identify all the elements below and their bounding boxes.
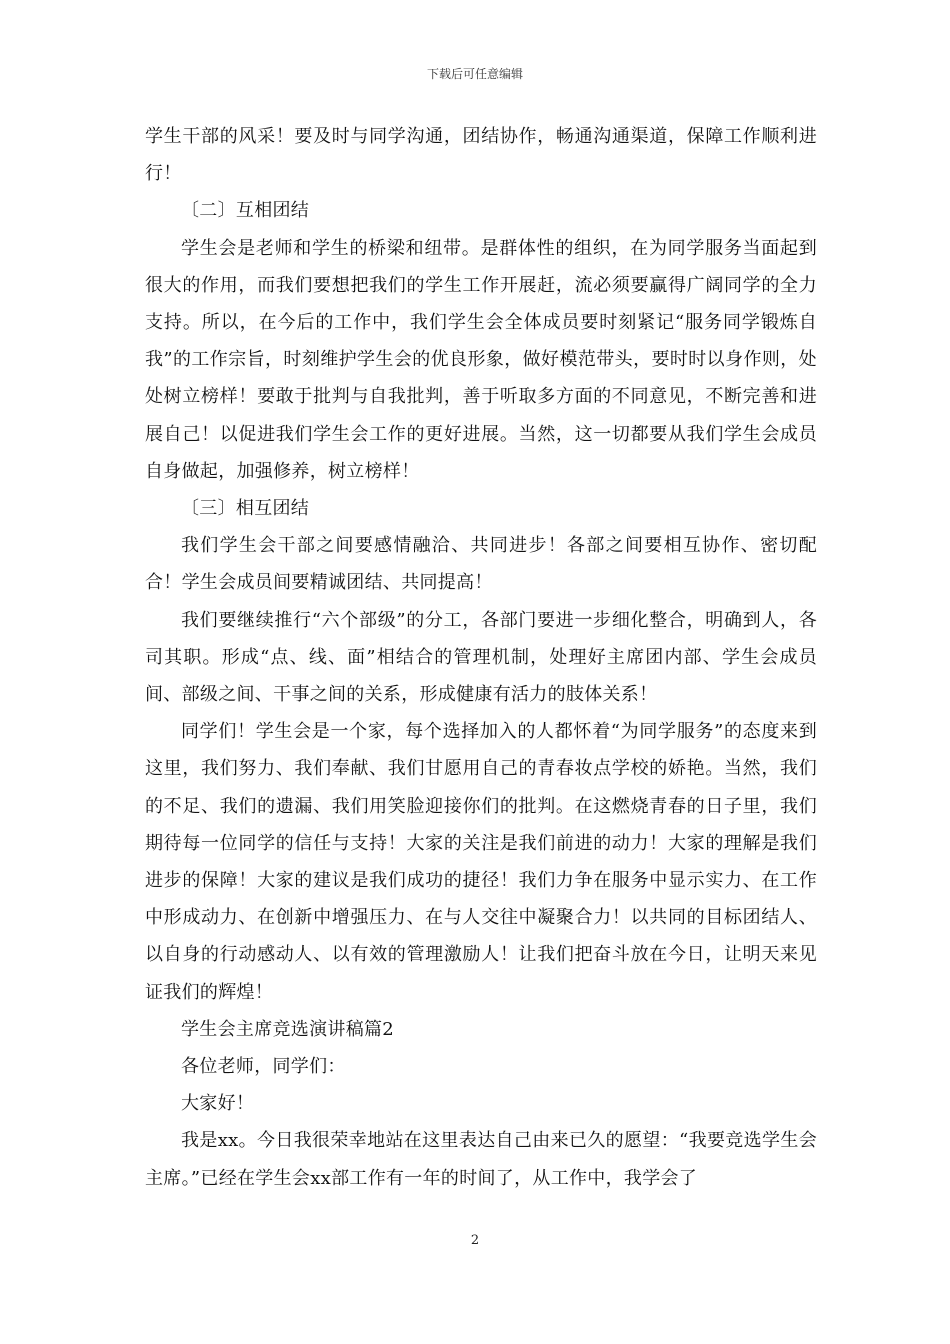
paragraph: 学生会是老师和学生的桥梁和纽带。是群体性的组织，在为同学服务当面起到很大的作用，而我们要想把我们的学生工作开展赶，流必须要赢得广阔同学的全力支持。所以，在今后的工作中，我们学生会全体成员要时刻紧记“服务同学锻炼自我”的工作宗旨，时刻维护学生会的优良形象，做好模范带头，要时时以身作则，处处树立榜样！要敢于批判与自我批判，善于听取多方面的不同意见，不断完善和进展自己！以促进我们学生会工作的更好进展。当然，这一切都要从我们学生会成员自身做起，加强修养，树立榜样！ xyxy=(145,237,817,482)
article-title: 学生会主席竞选演讲稿篇2 xyxy=(181,1018,395,1040)
paragraph: 学生干部的风采！要及时与同学沟通，团结协作，畅通沟通渠道，保障工作顺利进行！ xyxy=(145,126,817,185)
paragraph: 同学们！学生会是一个家，每个选择加入的人都怀着“为同学服务”的态度来到这里，我们努力、我们奉献、我们甘愿用自己的青春妆点学校的娇艳。当然，我们的不足、我们的遗漏、我们用笑脸迎接你们的批判。在这燃烧青春的日子里，我们期待每一位同学的信任与支持！大家的关注是我们前进的动力！大家的理解是我们进步的保障！大家的建议是我们成功的捷径！我们力争在服务中显示实力、在工作中形成动力、在创新中增强压力、在与人交往中凝聚合力！以共同的目标团结人、以自身的行动感动人、以有效的管理激励人！让我们把奋斗放在今日，让明天来见证我们的辉煌！ xyxy=(145,721,817,1003)
section-heading: 〔三〕相互团结 xyxy=(181,498,310,520)
salutation: 各位老师，同学们： xyxy=(181,1056,346,1078)
paragraph: 我们学生会干部之间要感情融洽、共同进步！各部之间要相互协作、密切配合！学生会成员间要精诚团结、共同提高！ xyxy=(145,535,817,594)
greeting: 大家好！ xyxy=(181,1093,255,1115)
document-body xyxy=(145,118,817,1197)
paragraph: 我是xx。今日我很荣幸地站在这里表达自己由来已久的愿望：“我要竞选学生会主席。”已经在学生会xx部工作有一年的时间了，从工作中，我学会了 xyxy=(145,1130,817,1189)
page-number: 2 xyxy=(470,1233,480,1248)
page-header: 下载后可任意编辑 xyxy=(426,67,523,81)
section-heading: 〔二〕互相团结 xyxy=(181,200,310,222)
paragraph: 我们要继续推行“六个部级”的分工，各部门要进一步细化整合，明确到人，各司其职。形成“点、线、面”相结合的管理机制，处理好主席团内部、学生会成员间、部级之间、干事之间的关系，形成健康有活力的肢体关系！ xyxy=(145,609,817,706)
